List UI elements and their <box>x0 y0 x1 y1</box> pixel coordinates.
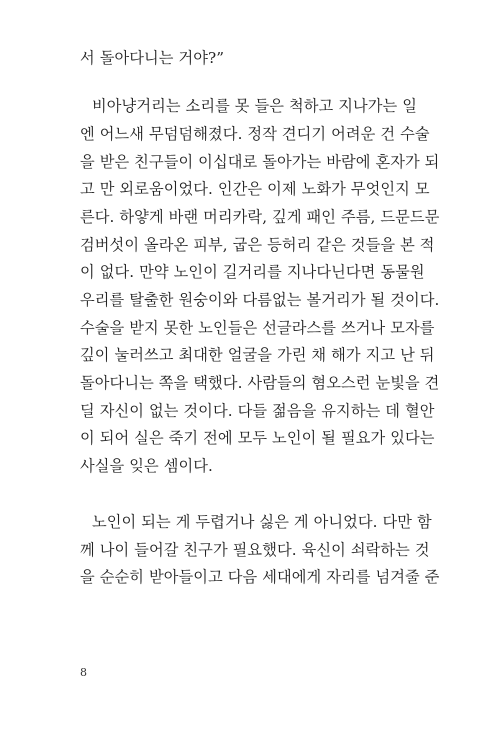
text-line: 이 없다. 만약 노인이 길거리를 지나다닌다면 동물원 <box>80 263 425 281</box>
text-line: 고 만 외로움이었다. 인간은 이제 노화가 무엇인지 모 <box>80 180 430 198</box>
text-line: 을 순순히 받아들이고 다음 세대에게 자리를 넘겨줄 준 <box>80 568 440 586</box>
text-line: 서 돌아다니는 거야?” <box>80 49 225 67</box>
text-line: 께 나이 들어갈 친구가 필요했다. 육신이 쇠락하는 것 <box>80 541 430 559</box>
text-line: 검버섯이 올라온 피부, 굽은 등허리 같은 것들을 본 적 <box>80 236 435 254</box>
text-line: 우리를 탈출한 원숭이와 다름없는 볼거리가 될 것이다. <box>80 291 440 309</box>
text-line: 비아냥거리는 소리를 못 들은 척하고 지나가는 일 <box>92 97 417 115</box>
text-line: 노인이 되는 게 두렵거나 싫은 게 아니었다. 다만 함 <box>92 513 432 531</box>
text-line: 사실을 잊은 셈이다. <box>80 457 213 475</box>
text-line: 엔 어느새 무덤덤해졌다. 정작 견디기 어려운 건 수술 <box>80 125 430 143</box>
text-line: 을 받은 친구들이 이십대로 돌아가는 바람에 혼자가 되 <box>80 153 440 171</box>
text-line: 이 되어 실은 죽기 전에 모두 노인이 될 필요가 있다는 <box>80 429 435 447</box>
text-line: 딜 자신이 없는 것이다. 다들 젊음을 유지하는 데 혈안 <box>80 402 435 420</box>
page-number: 8 <box>80 666 87 679</box>
text-line: 른다. 하얗게 바랜 머리카락, 깊게 패인 주름, 드문드문 <box>80 208 440 226</box>
text-line: 돌아다니는 쪽을 택했다. 사람들의 혐오스런 눈빛을 견 <box>80 374 440 392</box>
text-line: 수술을 받지 못한 노인들은 선글라스를 쓰거나 모자를 <box>80 319 435 337</box>
text-line: 깊이 눌러쓰고 최대한 얼굴을 가린 채 해가 지고 난 뒤 <box>80 346 435 364</box>
